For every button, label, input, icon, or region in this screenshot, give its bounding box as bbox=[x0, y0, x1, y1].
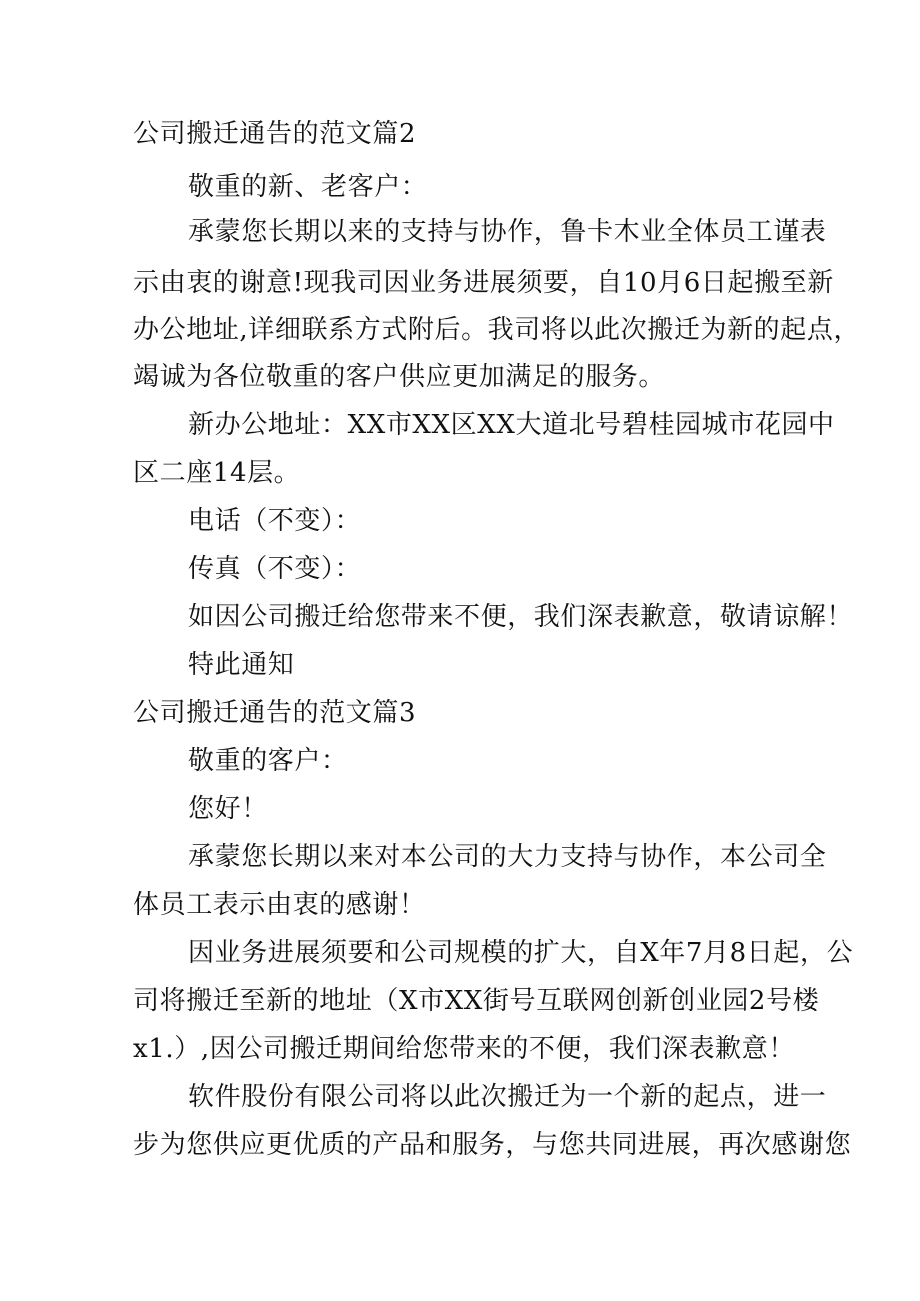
salutation-2: 敬重的新、老客户： bbox=[188, 172, 428, 202]
fax-line: 传真（不变）： bbox=[188, 554, 362, 584]
paragraph-line: 因业务进展须要和公司规模的扩大，自X年7月8日起，公 bbox=[188, 938, 854, 968]
paragraph-line: x1.）,因公司搬迁期间给您带来的不便，我们深表歉意！ bbox=[133, 1034, 795, 1064]
section-title-2: 公司搬迁通告的范文篇2 bbox=[133, 119, 417, 149]
paragraph-line: 承蒙您长期以来对本公司的大力支持与协作，本公司全 bbox=[188, 842, 827, 872]
paragraph-line: 承蒙您长期以来的支持与协作，鲁卡木业全体员工谨表 bbox=[188, 217, 827, 247]
phone-line: 电话（不变）： bbox=[188, 506, 362, 536]
apology-line: 如因公司搬迁给您带来不便，我们深表歉意，敬请谅解！ bbox=[188, 602, 854, 632]
address-line: 新办公地址：XX市XX区XX大道北号碧桂园城市花园中 bbox=[188, 410, 835, 440]
salutation-3: 敬重的客户： bbox=[188, 746, 348, 776]
paragraph-line: 司将搬迁至新的地址（X市XX街号互联网创新创业园2号楼 bbox=[133, 986, 820, 1016]
paragraph-line: 办公地址,详细联系方式附后。我司将以此次搬迁为新的起点， bbox=[133, 315, 861, 345]
paragraph-line: 体员工表示由衷的感谢！ bbox=[133, 890, 426, 920]
paragraph-line: 竭诚为各位敬重的客户供应更加满足的服务。 bbox=[133, 362, 666, 392]
greeting-line: 您好！ bbox=[188, 794, 268, 824]
closing-line: 特此通知 bbox=[188, 650, 295, 680]
paragraph-line: 示由衷的谢意!现我司因业务进展须要，自10月6日起搬至新 bbox=[133, 268, 834, 298]
paragraph-line: 步为您供应更优质的产品和服务，与您共同进展，再次感谢您 bbox=[133, 1130, 852, 1160]
section-title-3: 公司搬迁通告的范文篇3 bbox=[133, 698, 417, 728]
address-line: 区二座14层。 bbox=[133, 458, 301, 488]
paragraph-line: 软件股份有限公司将以此次搬迁为一个新的起点，进一 bbox=[188, 1082, 827, 1112]
